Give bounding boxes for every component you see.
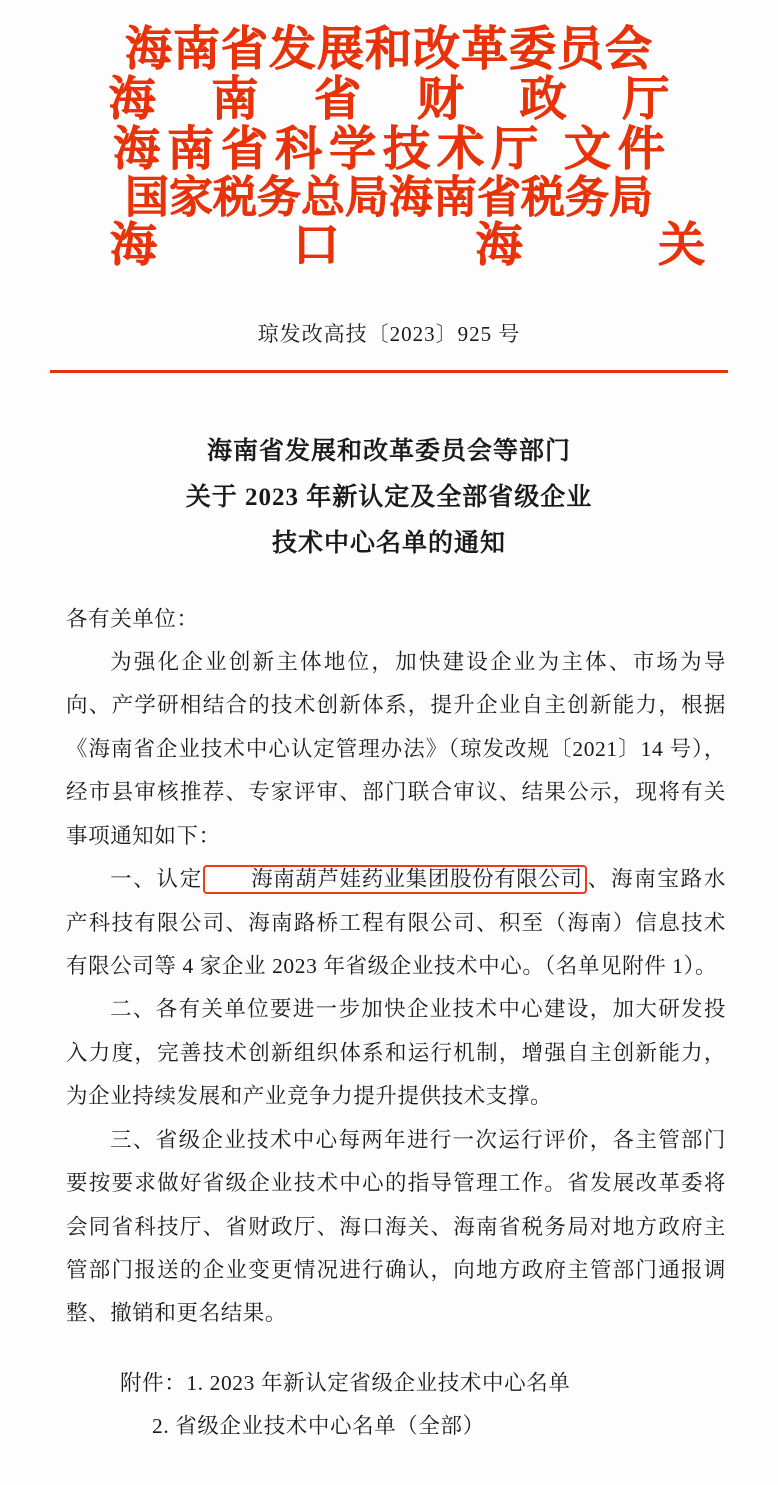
masthead	[48, 0, 768, 273]
document-body	[48, 598, 730, 1448]
attachment-item-2: 2. 省级企业技术中心名单（全部）	[152, 1413, 485, 1438]
red-divider-rule	[50, 370, 728, 373]
salutation: 各有关单位：	[66, 606, 199, 631]
masthead-line-4: 国家税务总局海南省税务局	[125, 173, 653, 223]
paragraph-item-three: 三、省级企业技术中心每两年进行一次运行评价，各主管部门要按要求做好省级企业技术中心的指导管理工作。省发展改革委将会同省科技厅、省财政厅、海口海关、海南省税务局对地方政府主管部门报送的企业变更情况进行确认，向地方政府主管部门通报调整、撤销和更名结果。	[66, 1127, 726, 1326]
title-line-2: 关于 2023 年新认定及全部省级企业	[185, 484, 593, 512]
attachment-line-1	[120, 1362, 730, 1405]
paragraph-item-one	[48, 858, 730, 988]
masthead-line-1: 海南省发展和改革委员会	[125, 24, 653, 76]
document-number: 琼发改高技〔2023〕925 号	[257, 321, 521, 346]
attachments-block	[48, 1362, 730, 1448]
masthead-line-3: 海南省科学技术厅 文件	[113, 123, 672, 176]
attachments-label: 附件：	[120, 1370, 187, 1395]
paragraph-intro: 为强化企业创新主体地位，加快建设企业为主体、市场为导向、产学研相结合的技术创新体系，提升企业自主创新能力，根据《海南省企业技术中心认定管理办法》（琼发改规〔2021〕14 号），经市县审核推荐、专家评审、部门联合审议、结果公示，现将有关事项通知如下：	[66, 650, 726, 848]
title-line-3: 技术中心名单的通知	[271, 530, 506, 558]
title-line-1: 海南省发展和改革委员会等部门	[206, 437, 571, 465]
document-title	[48, 429, 730, 568]
item-one-suffix: 、海南宝路水产科技有限公司、海南路桥工程有限公司、积至（海南）信息技术有限公司等 4 家企业 2023 年省级企业技术中心。（名单见附件 1）。	[66, 867, 727, 978]
item-one-prefix: 一、认定	[110, 867, 204, 892]
highlighted-company-name: 海南葫芦娃药业集团股份有限公司	[203, 865, 587, 894]
attachment-item-1: 1. 2023 年新认定省级企业技术中心名单	[186, 1370, 571, 1395]
masthead-line-2: 海 南 省 财 政 厅	[108, 73, 692, 126]
paragraph-item-two: 二、各有关单位要进一步加快企业技术中心建设，加大研发投入力度，完善技术创新组织体系和运行机制，增强自主创新能力，为企业持续发展和产业竞争力提升提供技术支撑。	[66, 997, 726, 1109]
masthead-line-5: 海 口 海 关	[110, 220, 768, 273]
attachment-line-2	[120, 1405, 730, 1448]
